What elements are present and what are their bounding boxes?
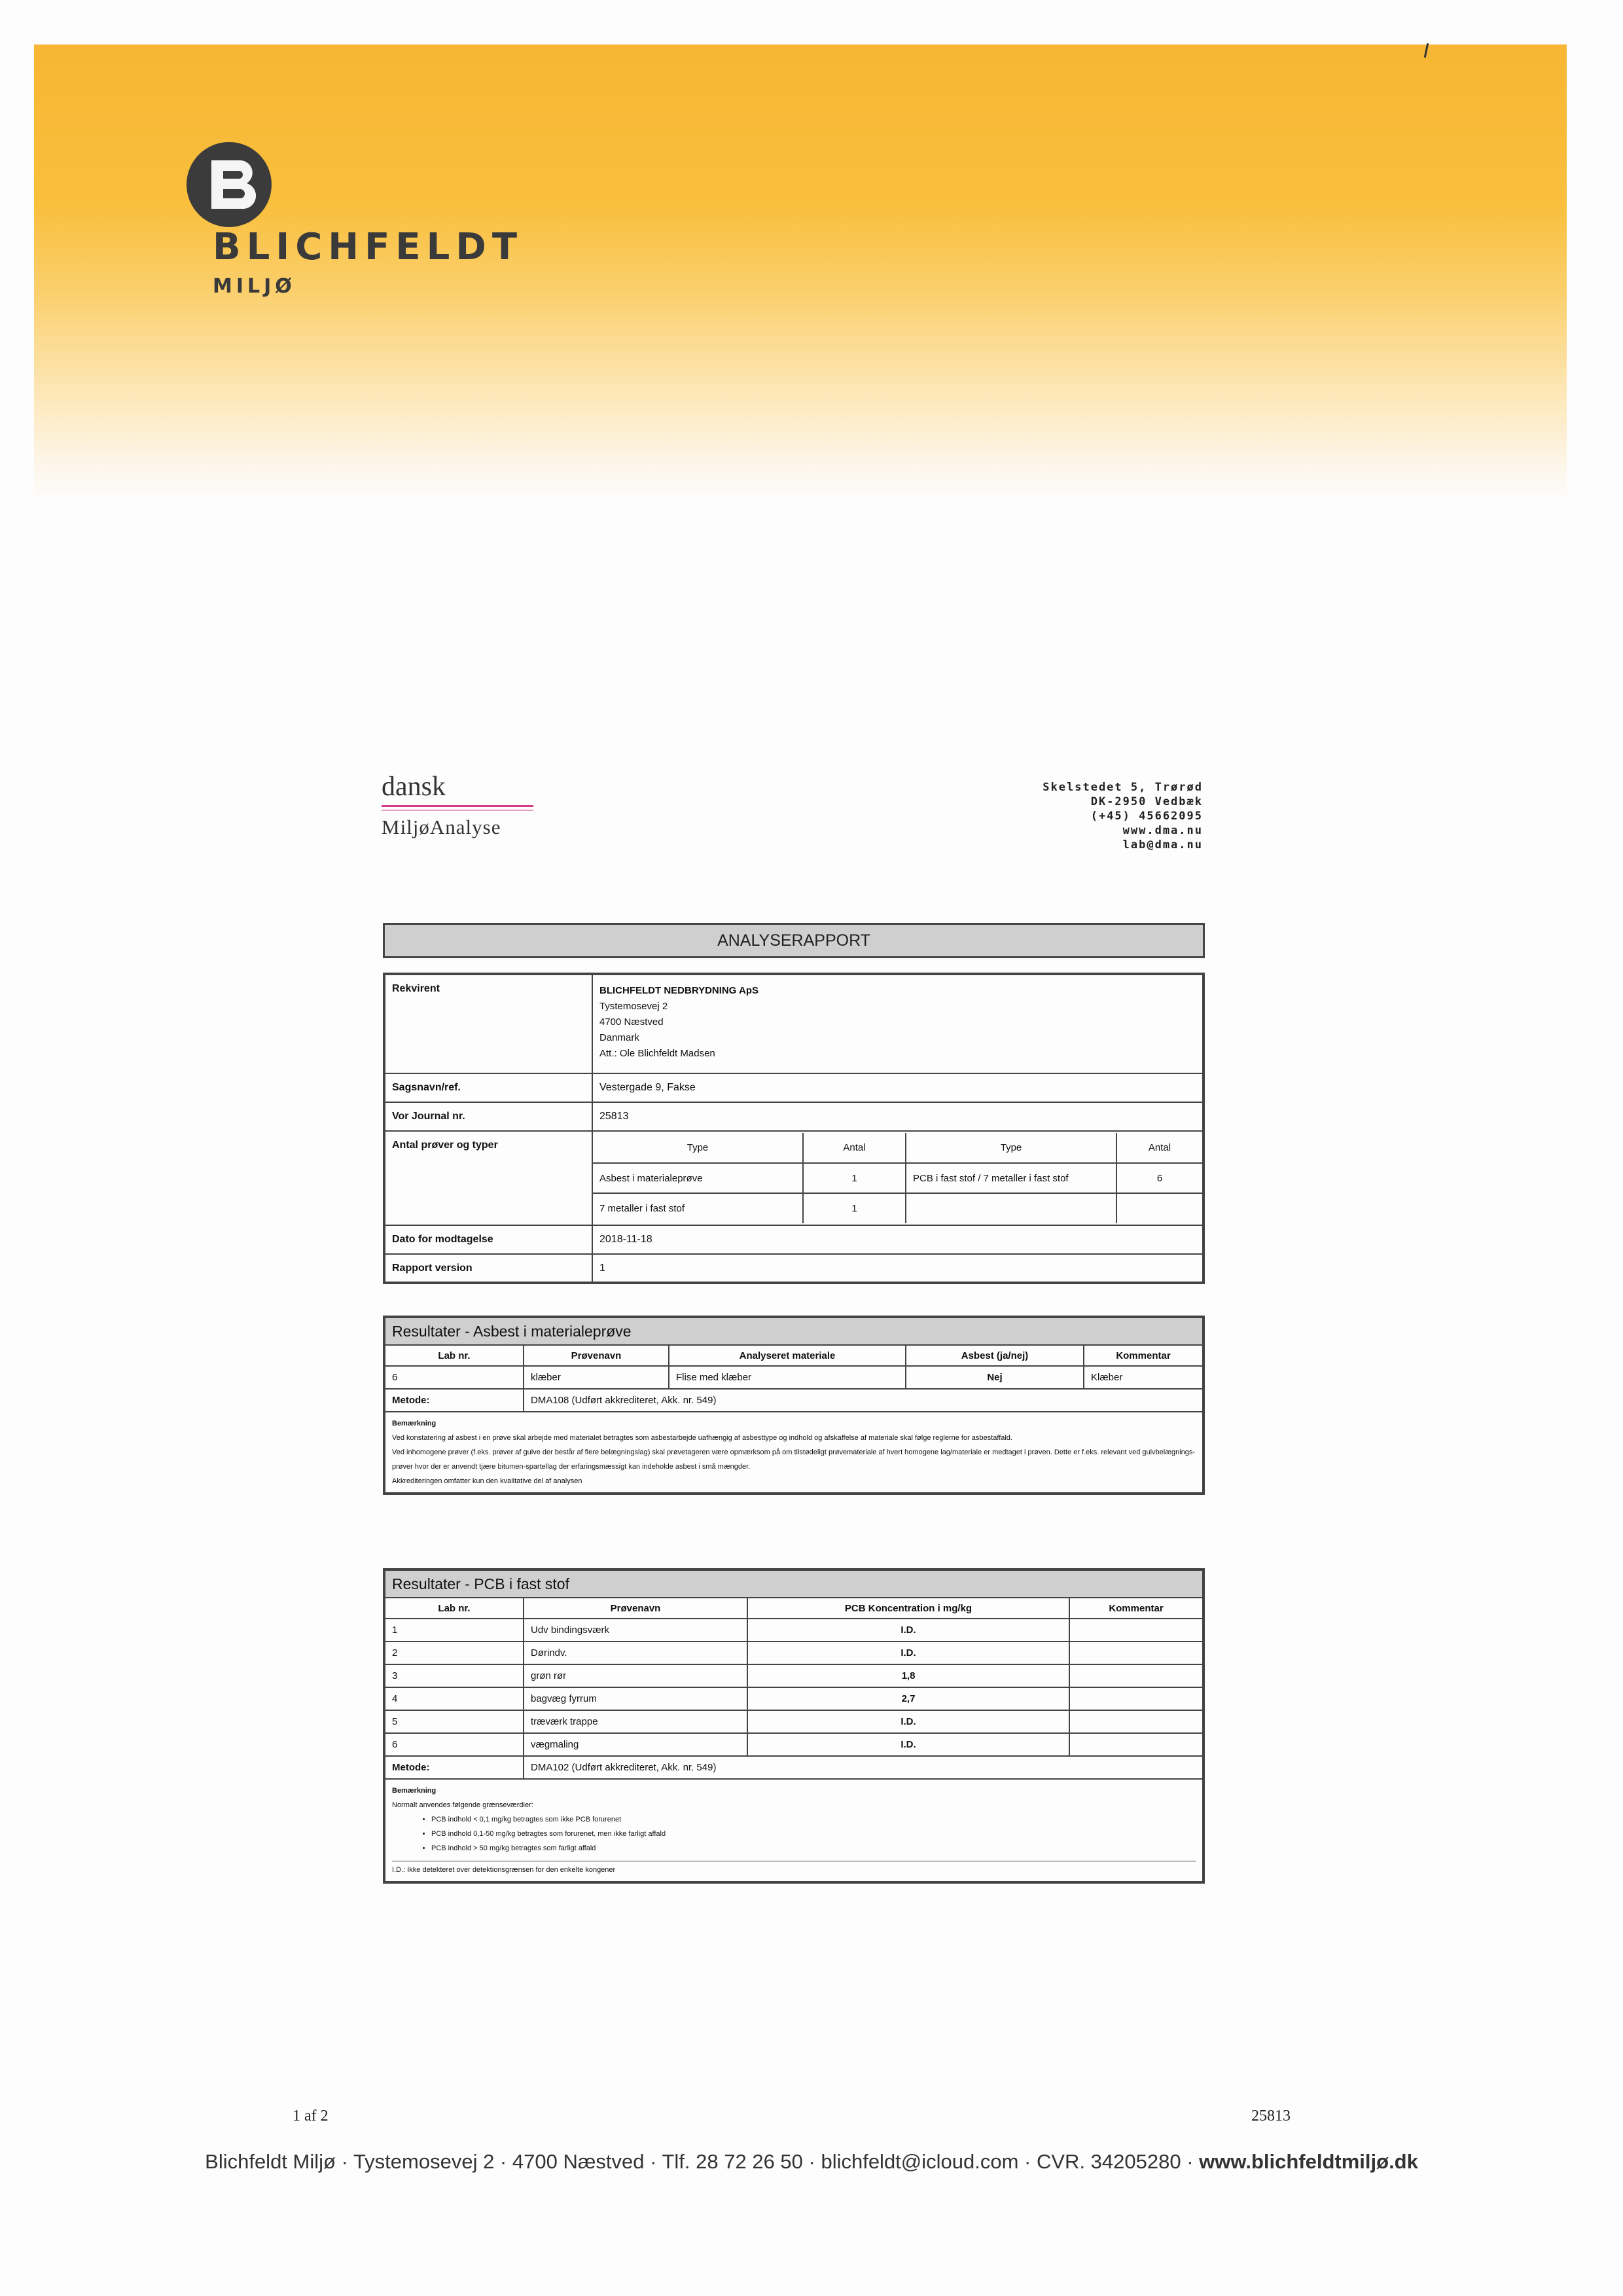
pcb-method-label: Metode: [384, 1756, 524, 1779]
antal-col-header: Antal [1116, 1133, 1202, 1163]
pcb-comment [1069, 1687, 1204, 1710]
pcb-concentration: I.D. [747, 1733, 1069, 1756]
pcb-remarks [384, 1779, 1204, 1882]
asbest-remark: Akkrediteringen omfatter kun den kvalitative del af analysen [392, 1477, 582, 1485]
pcb-comment [1069, 1733, 1204, 1756]
antal-subtable [593, 1133, 1202, 1223]
dato-label: Dato for modtagelse [384, 1225, 592, 1254]
antal-type [906, 1193, 1116, 1223]
pcb-footnote: I.D.: Ikke detekteret over detektionsgrænsen for den enkelte kongener [392, 1861, 1196, 1877]
page-ref: 25813 [1251, 2108, 1291, 2125]
journal-label: Vor Journal nr. [384, 1102, 592, 1131]
asbest-remarks [384, 1412, 1204, 1494]
pcb-limits-list [392, 1812, 1196, 1856]
lab-logo-top: dansk [382, 772, 446, 802]
lab-address-line: Skelstedet 5, Trørød [1043, 781, 1203, 794]
asbest-section-title: Resultater - Asbest i materialeprøve [384, 1317, 1204, 1345]
company-name: BLICHFELDT [213, 226, 524, 268]
rekvirent-value [592, 974, 1204, 1073]
pcb-section-title: Resultater - PCB i fast stof [384, 1570, 1204, 1598]
version-label: Rapport version [384, 1254, 592, 1283]
antal-count: 1 [803, 1193, 906, 1223]
pcb-concentration: I.D. [747, 1619, 1069, 1641]
pcb-limit-item: • PCB indhold > 50 mg/kg betragtes som farligt affald [431, 1841, 1196, 1856]
lab-address-line: DK-2950 Vedbæk [1090, 795, 1203, 808]
pcb-lab-nr: 3 [384, 1664, 524, 1687]
rekvirent-line: BLICHFELDT NEDBRYDNING ApS [599, 985, 759, 996]
table-row [384, 1664, 1204, 1687]
pcb-lab-nr: 2 [384, 1641, 524, 1664]
asbest-comment: Klæber [1084, 1366, 1204, 1389]
asbest-col-header: Asbest (ja/nej) [906, 1345, 1084, 1366]
pcb-lab-nr: 6 [384, 1733, 524, 1756]
lab-address-line: (+45) 45662095 [1090, 810, 1203, 823]
version-value: 1 [592, 1254, 1204, 1283]
pcb-comment [1069, 1710, 1204, 1733]
pcb-col-header: Lab nr. [384, 1598, 524, 1619]
table-row [384, 1619, 1204, 1641]
asbest-result: Nej [906, 1366, 1084, 1389]
rekvirent-line: Danmark [599, 1032, 639, 1043]
footer-website: www.blichfeldtmiljø.dk [1199, 2150, 1418, 2173]
asbest-remarks-title: Bemærkning [392, 1420, 437, 1427]
pcb-lab-nr: 4 [384, 1687, 524, 1710]
pcb-sample-name: bagvæg fyrrum [524, 1687, 747, 1710]
lab-website: www.dma.nu [1122, 824, 1203, 837]
pcb-sample-name: træværk trappe [524, 1710, 747, 1733]
rekvirent-label: Rekvirent [384, 974, 592, 1073]
antal-type: PCB i fast stof / 7 metaller i fast stof [906, 1163, 1116, 1193]
letterhead-footer [0, 2150, 1623, 2174]
pcb-limit-item: • PCB indhold < 0,1 mg/kg betragtes som ikke PCB forurenet [431, 1812, 1196, 1827]
pcb-comment [1069, 1619, 1204, 1641]
antal-cell [592, 1131, 1204, 1225]
antal-count: 1 [803, 1163, 906, 1193]
pcb-lab-nr: 1 [384, 1619, 524, 1641]
table-row [384, 1687, 1204, 1710]
report-info-table [383, 973, 1205, 1284]
dato-value: 2018-11-18 [592, 1225, 1204, 1254]
asbest-sample-name: klæber [524, 1366, 669, 1389]
asbest-col-header: Analyseret materiale [669, 1345, 906, 1366]
antal-count: 6 [1116, 1163, 1202, 1193]
asbest-remark: Ved konstatering af asbest i en prøve skal arbejde med materialet betragtes som asbestarbejde uafhængig af asbesttype og indhold og afskaffelse af materiale skal følge reglerne for asbestaffald. [392, 1434, 1012, 1442]
pcb-lab-nr: 5 [384, 1710, 524, 1733]
pcb-concentration: 1,8 [747, 1664, 1069, 1687]
lab-address [1043, 780, 1203, 852]
asbest-col-header: Kommentar [1084, 1345, 1204, 1366]
pcb-sample-name: vægmaling [524, 1733, 747, 1756]
pcb-sample-name: Udv bindingsværk [524, 1619, 747, 1641]
asbest-lab-nr: 6 [384, 1366, 524, 1389]
table-row [384, 1366, 1204, 1389]
letterhead-band [34, 45, 1567, 503]
table-row [384, 1733, 1204, 1756]
pcb-sample-name: grøn rør [524, 1664, 747, 1687]
antal-count [1116, 1193, 1202, 1223]
sagsnavn-value: Vestergade 9, Fakse [592, 1073, 1204, 1102]
asbest-remark: Ved inhomogene prøver (f.eks. prøver af gulve der består af flere belægningslag) skal prøvetageren være opmærksom på om tilstødeligt prøvemateriale af hvert homogene lag/materiale er medtaget i prøven. Dette er f.eks. relevant ved gulvbelægnings-prøver hvor der er anvendt tjære bitumen-spartellag der erfaringsmæssigt kan indeholde asbest i små mængder. [392, 1448, 1196, 1471]
rekvirent-line: Tystemosevej 2 [599, 1001, 668, 1012]
footer-text: Blichfeldt Miljø · Tystemosevej 2 · 4700 Næstved · Tlf. 28 72 26 50 · blichfeldt@icloud.com · CVR. 34205280 · [205, 2150, 1194, 2173]
asbest-method: DMA108 (Udført akkrediteret, Akk. nr. 549) [524, 1389, 1204, 1412]
asbest-method-label: Metode: [384, 1389, 524, 1412]
antal-col-header: Antal [803, 1133, 906, 1163]
antal-col-header: Type [906, 1133, 1116, 1163]
asbest-material: Flise med klæber [669, 1366, 906, 1389]
report-title: ANALYSERAPPORT [383, 923, 1205, 958]
antal-label: Antal prøver og typer [384, 1131, 592, 1225]
pcb-remarks-intro: Normalt anvendes følgende grænseværdier: [392, 1801, 533, 1809]
lab-email: lab@dma.nu [1122, 838, 1203, 852]
table-row [384, 1710, 1204, 1733]
antal-type: Asbest i materialeprøve [593, 1163, 803, 1193]
asbest-results-table [383, 1316, 1205, 1495]
lab-logo-rule-2 [382, 810, 533, 811]
pcb-col-header: PCB Koncentration i mg/kg [747, 1598, 1069, 1619]
rekvirent-line: 4700 Næstved [599, 1016, 664, 1028]
pcb-method: DMA102 (Udført akkrediteret, Akk. nr. 549) [524, 1756, 1204, 1779]
pcb-limit-item: • PCB indhold 0,1-50 mg/kg betragtes som forurenet, men ikke farligt affald [431, 1827, 1196, 1841]
lab-logo-bottom: MiljøAnalyse [382, 816, 501, 838]
table-row [384, 1641, 1204, 1664]
pcb-col-header: Prøvenavn [524, 1598, 747, 1619]
rekvirent-line: Att.: Ole Blichfeldt Madsen [599, 1048, 715, 1059]
pcb-concentration: I.D. [747, 1641, 1069, 1664]
pcb-comment [1069, 1641, 1204, 1664]
pcb-sample-name: Dørindv. [524, 1641, 747, 1664]
pcb-comment [1069, 1664, 1204, 1687]
pcb-col-header: Kommentar [1069, 1598, 1204, 1619]
company-subtitle: MILJØ [213, 275, 296, 298]
antal-col-header: Type [593, 1133, 803, 1163]
sagsnavn-label: Sagsnavn/ref. [384, 1073, 592, 1102]
blichfeldt-b-logo-icon [187, 142, 272, 227]
antal-type: 7 metaller i fast stof [593, 1193, 803, 1223]
pcb-concentration: I.D. [747, 1710, 1069, 1733]
lab-logo-rule [382, 805, 533, 807]
pcb-remarks-title: Bemærkning [392, 1787, 437, 1795]
asbest-col-header: Lab nr. [384, 1345, 524, 1366]
asbest-col-header: Prøvenavn [524, 1345, 669, 1366]
pcb-concentration: 2,7 [747, 1687, 1069, 1710]
page-number: 1 af 2 [293, 2108, 329, 2125]
journal-value: 25813 [592, 1102, 1204, 1131]
pcb-results-table [383, 1568, 1205, 1884]
